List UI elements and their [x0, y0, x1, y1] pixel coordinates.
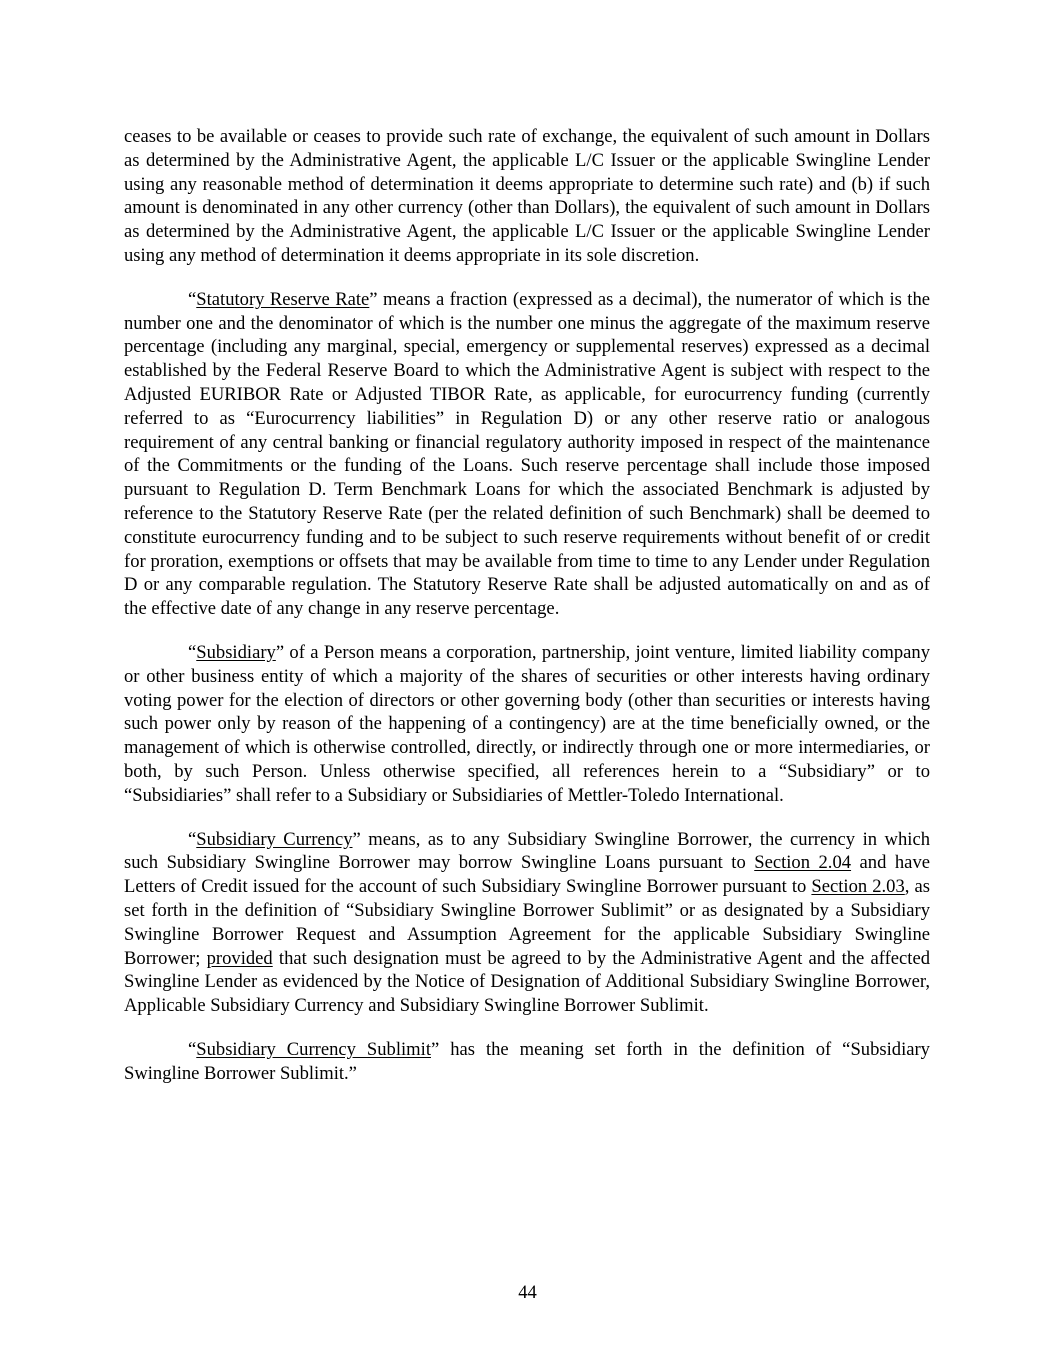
defined-term: Statutory Reserve Rate — [196, 288, 370, 310]
document-body — [124, 125, 930, 1105]
open-quote: “ — [188, 288, 197, 310]
definition-text: means a fraction (expressed as a decimal), the numerator of which is the number one and the denominator of which is the number one minus the aggregate of the maximum reserve percentage (including any marginal, special, emergency or supplemental reserves) expressed as a decimal established by the Federal Reserve Board to which the Administrative Agent is subject with respect to the Adjusted EURIBOR Rate or Adjusted TIBOR Rate, as applicable, for eurocurrency funding (currently referred to as “Eurocurrency liabilities” in Regulation D) or any other reserve ratio or analogous requirement of any central banking or financial regulatory authority imposed in respect of the maintenance of the Commitments or the funding of the Loans. Such reserve percentage shall include those imposed pursuant to Regulation D. Term Benchmark Loans for which the associated Benchmark is adjusted by reference to the Statutory Reserve Rate (per the related definition of such Benchmark) shall be deemed to constitute eurocurrency funding and to be subject to such reserve requirements without benefit of or credit for proration, exemptions or offsets that may be available from time to time to any Lender under Regulation D or any comparable regulation. The Statutory Reserve Rate shall be adjusted automatically on and as of the effective date of any change in any reserve percentage. — [124, 288, 931, 620]
definition-text: means, as to any Subsidiary Swingline Borrower, the currency in which such Subsidiary Swingline Borrower may borrow Swingline Loans pursuant to — [124, 828, 930, 874]
definition-text: , as set forth in the definition of “Subsidiary Swingline Borrower Sublimit” or as designated by a Subsidiary Swingline Borrower Request and Assumption Agreement for the applicable Subsidiary Swingline Borrower; — [124, 876, 930, 969]
section-reference: Section 2.04 — [754, 852, 852, 874]
defined-term: Subsidiary Currency — [196, 828, 353, 850]
open-quote: “ — [188, 828, 197, 850]
close-quote: ” — [275, 641, 285, 663]
open-quote: “ — [188, 641, 197, 663]
definition-text: that such designation must be agreed to by the Administrative Agent and the affected Swingline Lender as evidenced by the Notice of Designation of Additional Subsidiary Swingline Borrower, Applicable Subsidiary Currency and Subsidiary Swingline Borrower Sublimit. — [124, 947, 930, 1017]
definition-subsidiary — [124, 641, 930, 808]
close-quote: ” — [430, 1038, 440, 1060]
definition-subsidiary-currency-sublimit — [124, 1038, 930, 1086]
open-quote: “ — [188, 1038, 197, 1060]
proviso-term: provided — [206, 947, 273, 969]
defined-term: Subsidiary — [196, 641, 276, 663]
close-quote: ” — [352, 828, 361, 850]
definition-text: of a Person means a corporation, partnership, joint venture, limited liability company or other business entity of which a majority of the shares of securities or other interests having ordinary voting power for the election of directors or other governing body (other than securities or interests having such power only by reason of the happening of a contingency) are at the time beneficially owned, or the management of which is otherwise controlled, directly, or indirectly through one or more intermediaries, or both, by such Person. Unless otherwise specified, all references herein to a “Subsidiary” or to “Subsidiaries” shall refer to a Subsidiary or Subsidiaries of Mettler-Toledo International. — [124, 641, 930, 806]
definition-statutory-reserve-rate — [124, 288, 930, 621]
defined-term: Subsidiary Currency Sublimit — [196, 1038, 431, 1060]
definition-subsidiary-currency — [124, 828, 930, 1018]
section-reference: Section 2.03 — [811, 876, 905, 898]
definition-text: has the meaning set forth in the definition of “Subsidiary Swingline Borrower Sublimit.” — [124, 1038, 930, 1084]
page-number: 44 — [518, 1282, 537, 1303]
definition-text: and have Letters of Credit issued for the account of such Subsidiary Swingline Borrower pursuant to — [124, 852, 930, 898]
continuation-paragraph: ceases to be available or ceases to provide such rate of exchange, the equivalent of such amount in Dollars as determined by the Administrative Agent, the applicable L/C Issuer or the applicable Swingline Lender using any reasonable method of determination it deems appropriate to determine such rate) and (b) if such amount is denominated in any other currency (other than Dollars), the equivalent of such amount in Dollars as determined by the Administrative Agent, the applicable L/C Issuer or the applicable Swingline Lender using any method of determination it deems appropriate in its sole discretion. — [124, 126, 930, 266]
close-quote: ” — [369, 288, 378, 310]
